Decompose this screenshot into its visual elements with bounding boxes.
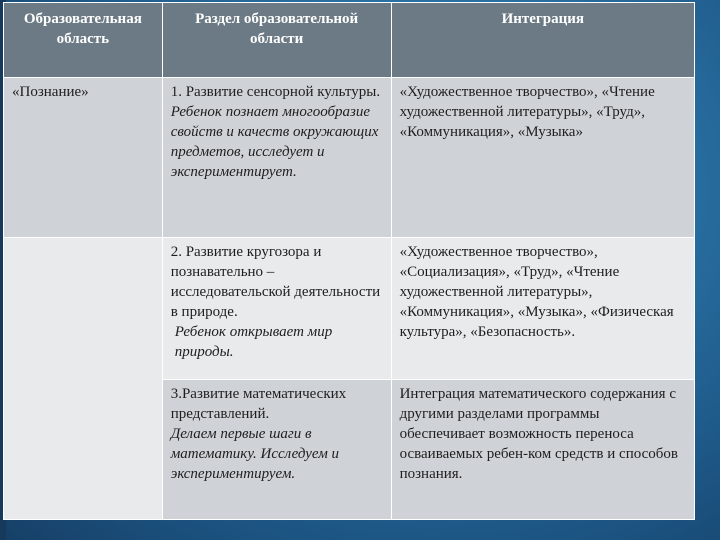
table-header-row — [4, 3, 695, 78]
table-row — [4, 78, 695, 238]
header-educational-area: Образовательная область — [4, 3, 163, 78]
header-integration: Интеграция — [391, 3, 694, 78]
section-description: Ребенок познает многообразие свойств и качеств окружающих предметов, исследует и экспериментирует. — [170, 104, 379, 180]
integration-cell: «Художественное творчество», «Чтение художественной литературы», «Труд», «Коммуникация», «Музыка» — [391, 78, 694, 238]
table-row — [4, 238, 695, 380]
area-cell — [4, 78, 163, 238]
integration-table — [3, 2, 695, 520]
section-description: Делаем первые шаги в математику. Исследуем и экспериментируем. — [170, 426, 340, 482]
section-cell — [162, 238, 391, 380]
area-label: «Познание» — [12, 84, 89, 100]
header-area-section: Раздел образовательной области — [162, 3, 391, 78]
section-cell — [162, 380, 391, 520]
section-description: Ребенок открывает мир природы. — [174, 324, 333, 360]
section-cell — [162, 78, 391, 238]
section-title: 3.Развитие математических представлений. — [170, 386, 347, 422]
area-cell-empty — [4, 238, 163, 520]
integration-cell: Интеграция математического содержания с другими разделами программы обеспечивает возможность переноса осваиваемых ребен-ком средств и способов познания. — [391, 380, 694, 520]
integration-cell: «Художественное творчество», «Социализация», «Труд», «Чтение художественной литературы», «Коммуникация», «Музыка», «Физическая культура», «Безопасность». — [391, 238, 694, 380]
section-title: 1. Развитие сенсорной культуры. — [170, 84, 381, 100]
section-title: 2. Развитие кругозора и познавательно – исследовательской деятельности в природе. — [170, 244, 381, 320]
